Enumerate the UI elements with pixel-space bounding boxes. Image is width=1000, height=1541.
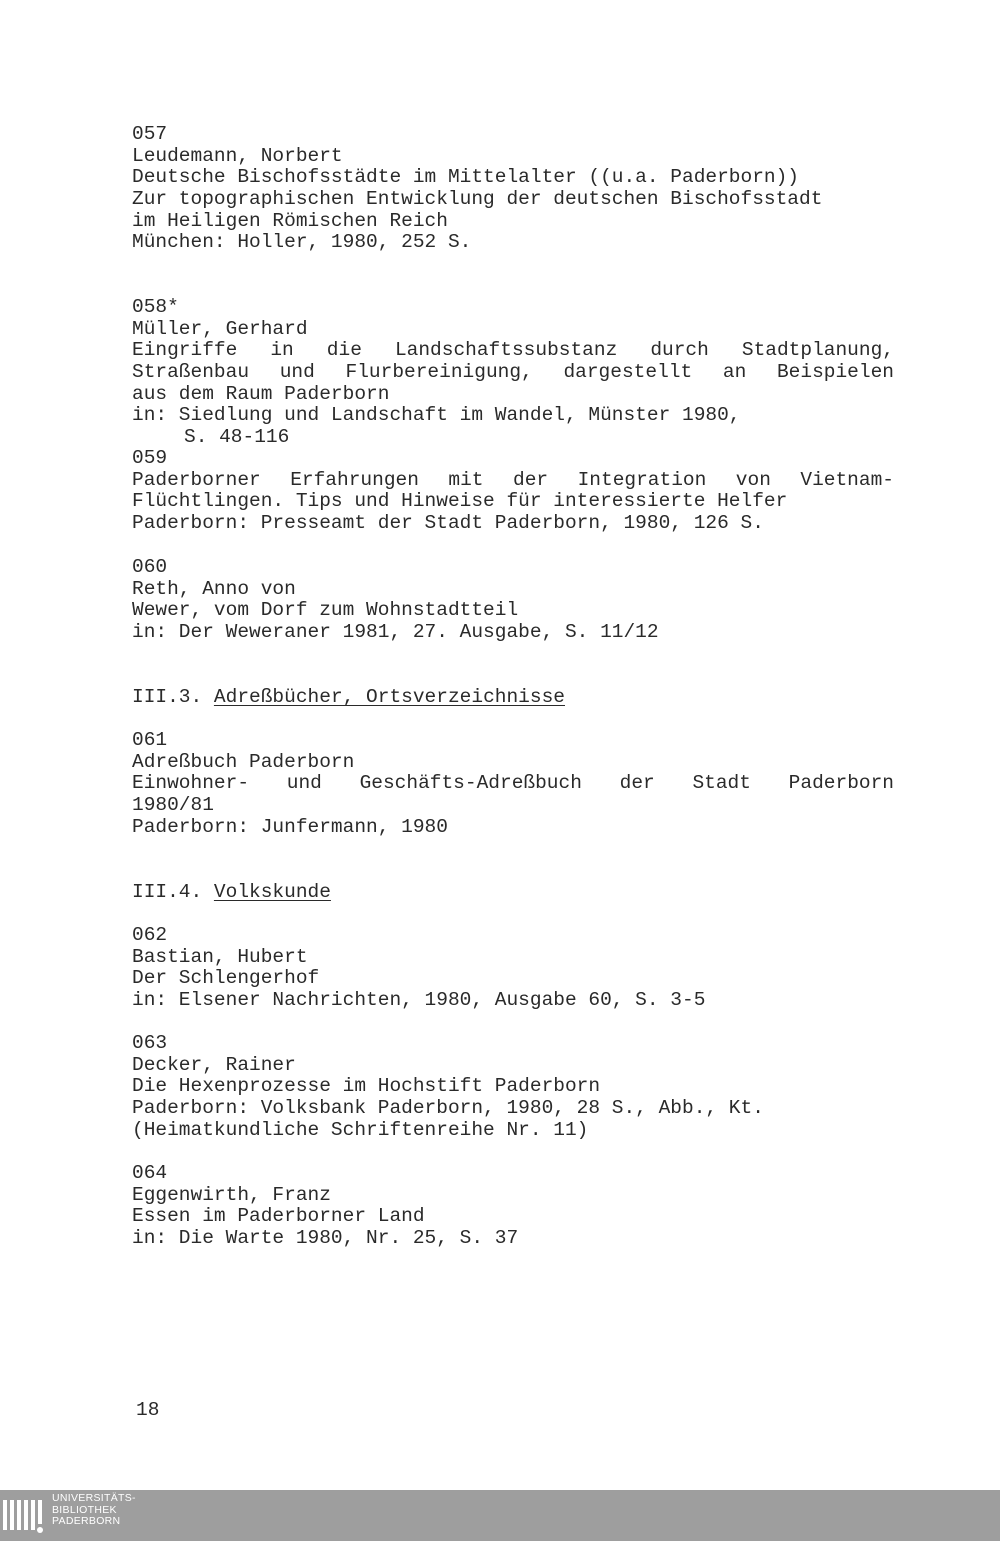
entry-publication: München: Holler, 1980, 252 S. [132,231,472,254]
logo-line-1: UNIVERSITÄTS- [52,1492,136,1504]
entry-publication: Paderborn: Presseamt der Stadt Paderborn, 1980, 126 S. [132,512,764,535]
entry-title: Die Hexenprozesse im Hochstift Paderborn [132,1075,601,1098]
entry-author: Müller, Gerhard [132,317,308,340]
entry-publication: Paderborn: Junfermann, 1980 [132,815,448,838]
logo-line-2: BIBLIOTHEK [52,1503,117,1516]
entry-subtitle: Zur topographischen Entwicklung der deutschen Bischofsstadt [132,188,823,211]
entry-title: Der Schlengerhof [132,967,320,990]
bibliography-entry-057 [132,124,894,254]
section-heading-line [132,881,894,903]
bibliography-entry-060 [132,557,894,644]
section-number: III.3. [132,686,203,708]
entry-title: Essen im Paderborner Land [132,1205,425,1228]
entry-number: 062 [132,924,168,946]
logo-line-3: PADERBORN [52,1515,121,1527]
entry-title-end: aus dem Raum Paderborn [132,382,390,405]
entry-number: 057 [132,123,168,145]
entry-publication: in: Elsener Nachrichten, 1980, Ausgabe 60, S. 3-5 [132,989,706,1012]
library-footer-bar [0,1490,1000,1541]
university-library-logo-icon [2,1496,46,1536]
bibliography-entry-059 [132,448,894,535]
bibliography-entry-058 [132,297,894,449]
entry-title-continued: Flüchtlingen. Tips und Hinweise für interessierte Helfer [132,490,788,513]
entry-publication: in: Siedlung und Landschaft im Wandel, Münster 1980, [132,404,741,427]
entry-subtitle: Einwohner- und Geschäfts-Adreßbuch der Stadt Paderborn [132,772,894,795]
entry-title: Adreßbuch Paderborn [132,750,355,773]
entry-number: 058* [132,296,179,318]
entry-number: 061 [132,729,168,751]
entry-title: Deutsche Bischofsstädte im Mittelalter ((u.a. Paderborn)) [132,166,800,189]
entry-author: Eggenwirth, Franz [132,1183,331,1206]
entry-subtitle-continued: 1980/81 [132,794,214,817]
section-title: Volkskunde [213,881,331,903]
entry-title: Wewer, vom Dorf zum Wohnstadtteil [132,599,519,622]
entry-author: Bastian, Hubert [132,945,308,968]
entry-series: (Heimatkundliche Schriftenreihe Nr. 11) [132,1118,589,1141]
section-heading-iii-4 [132,881,894,903]
bibliography-entry-063 [132,1033,894,1141]
section-heading-iii-3 [132,686,894,708]
entry-number: 060 [132,556,168,578]
library-logo-text [52,1493,136,1528]
section-title: Adreßbücher, Ortsverzeichnisse [213,686,565,708]
entry-number: 059 [132,447,168,469]
entry-title: Eingriffe in die Landschaftssubstanz durch Stadtplanung, [132,339,894,362]
entry-author: Decker, Rainer [132,1053,296,1076]
entry-number: 064 [132,1162,168,1184]
entry-pages: S. 48-116 [184,426,290,449]
section-heading-line [132,686,894,708]
bibliography-entry-064 [132,1163,894,1250]
entry-publication: Paderborn: Volksbank Paderborn, 1980, 28 S., Abb., Kt. [132,1097,764,1120]
entry-number: 063 [132,1032,168,1054]
entry-publication: in: Die Warte 1980, Nr. 25, S. 37 [132,1227,519,1250]
section-number: III.4. [132,881,203,903]
bibliography-entry-061 [132,730,894,838]
entry-title: Paderborner Erfahrungen mit der Integration von Vietnam- [132,468,894,491]
entry-title-continued: Straßenbau und Flurbereinigung, dargestellt an Beispielen [132,361,894,384]
bibliography-entry-062 [132,925,894,1012]
entry-subtitle-continued: im Heiligen Römischen Reich [132,209,448,232]
page-number: 18 [136,1399,160,1421]
entry-author: Leudemann, Norbert [132,144,343,167]
entry-publication: in: Der Weweraner 1981, 27. Ausgabe, S. 11/12 [132,621,659,644]
entry-author: Reth, Anno von [132,577,296,600]
